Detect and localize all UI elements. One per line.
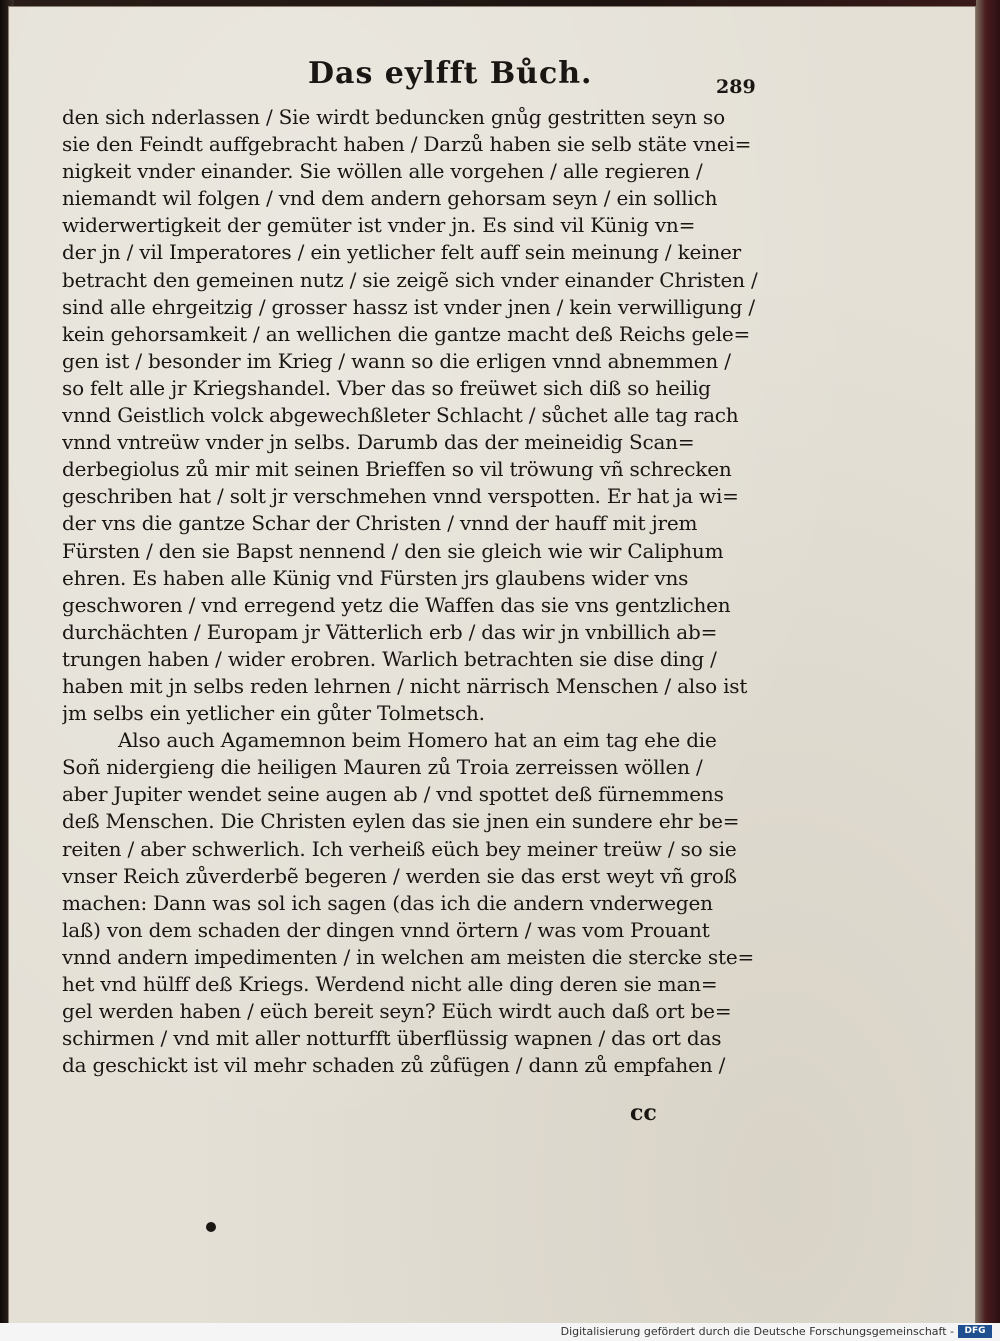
text-line: vnnd Geistlich volck abgewechßleter Schlacht / sůchet alle tag rach [62,403,739,428]
page-number: 289 [716,76,756,98]
text-line: derbegiolus zů mir mit seinen Brieffen so vil tröwung vñ schrecken [62,457,732,482]
text-line: haben mit jn selbs reden lehrnen / nicht närrisch Menschen / also ist [62,673,748,698]
funding-notice: Digitalisierung gefördert durch die Deutsche Forschungsgemeinschaft - [560,1325,954,1338]
page-fore-edge [976,0,1000,1341]
text-line: geschworen / vnd erregend yetz die Waffen das sie vns gentzlichen [62,592,731,617]
text-line: so felt alle jr Kriegshandel. Vber das so freüwet sich diß so heilig [62,375,711,400]
text-line: geschriben hat / solt jr verschmehen vnnd verspotten. Er hat ja wi= [62,484,739,509]
text-line: sind alle ehrgeitzig / grosser hassz ist vnder jnen / kein verwilligung / [62,294,755,319]
text-line: aber Jupiter wendet seine augen ab / vnd spottet deß fürnemmens [62,782,724,807]
text-line: niemandt wil folgen / vnd dem andern gehorsam seyn / ein sollich [62,186,718,211]
text-line: widerwertigkeit der gemüter ist vnder jn. Es sind vil Künig vn= [62,213,696,238]
text-line: betracht den gemeinen nutz / sie zeigẽ sich vnder einander Christen / [62,267,758,292]
text-line: schirmen / vnd mit aller notturfft überflüssig wapnen / das ort das [62,1026,722,1051]
text-line: ehren. Es haben alle Künig vnd Fürsten jrs glaubens wider vns [62,565,689,590]
text-line: der vns die gantze Schar der Christen / vnnd der hauff mit jrem [62,511,698,536]
body-text [62,104,762,1079]
text-line: vnser Reich zůverderbẽ begeren / werden sie das erst weyt vñ groß [62,863,737,888]
text-line: nigkeit vnder einander. Sie wöllen alle vorgehen / alle regieren / [62,159,703,184]
text-line: kein gehorsamkeit / an wellichen die gantze macht deß Reichs gele= [62,321,751,346]
text-line: da geschickt ist vil mehr schaden zů zůfügen / dann zů empfahen / [62,1053,726,1078]
text-line: het vnd hülff deß Kriegs. Werdend nicht alle ding deren sie man= [62,972,718,996]
text-line: gen ist / besonder im Krieg / wann so die erligen vnnd abnemmen / [62,348,731,373]
text-line: machen: Dann was sol ich sagen (das ich die andern vnderwegen [62,890,713,915]
text-line: sie den Feindt auffgebracht haben / Darzů haben sie selb stäte vnei= [62,132,752,157]
text-line: vnnd vntreüw vnder jn selbs. Darumb das der meineidig Scan= [62,430,695,455]
text-line: Also auch Agamemnon beim Homero hat an eim tag ehe die [118,728,717,753]
ink-spot [206,1222,216,1232]
text-line: trungen haben / wider erobren. Warlich betrachten sie dise ding / [62,646,717,671]
text-line: reiten / aber schwerlich. Ich verheiß eüch bey meiner treüw / so sie [62,836,737,861]
text-line: vnnd andern impedimenten / in welchen am meisten die stercke ste= [62,944,755,969]
text-line: durchächten / Europam jr Vätterlich erb / das wir jn vnbillich ab= [62,619,718,644]
text-line: Soñ nidergieng die heiligen Mauren zů Troia zerreissen wöllen / [62,755,703,780]
text-line: der jn / vil Imperatores / ein yetlicher felt auff sein meinung / keiner [62,240,742,265]
text-line: gel werden haben / eüch bereit seyn? Eüch wirdt auch daß ort be= [62,999,732,1024]
text-line: den sich nderlassen / Sie wirdt beduncken gnůg gestritten seyn so [62,105,725,129]
text-line: deß Menschen. Die Christen eylen das sie jnen ein sundere ehr be= [62,809,740,834]
dfg-logo: DFG [958,1325,992,1338]
text-line: Fürsten / den sie Bapst nennend / den sie gleich wie wir Caliphum [62,538,724,563]
catchword: cc [630,1100,657,1126]
running-head: Das eylfft Bůch. [308,56,593,91]
text-line: laß) von dem schaden der dingen vnnd örtern / was vom Prouant [62,917,710,942]
text-line: jm selbs ein yetlicher ein gůter Tolmetsch. [62,701,485,726]
